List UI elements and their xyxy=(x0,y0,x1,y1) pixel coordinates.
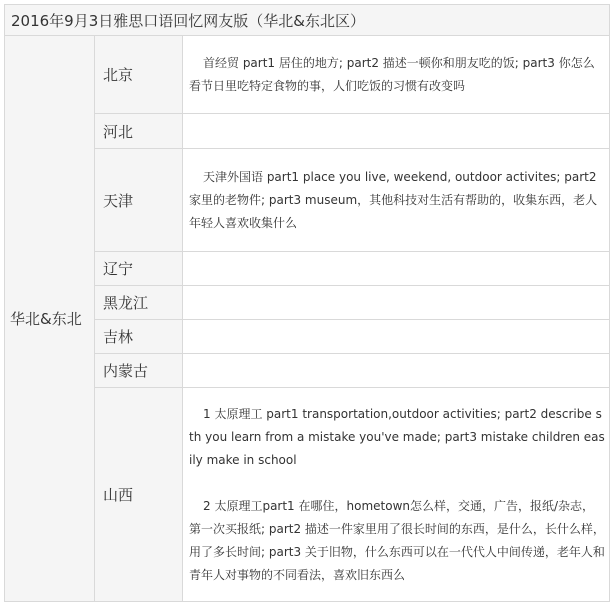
table-row xyxy=(5,149,610,252)
province-label: 天津 xyxy=(95,149,183,252)
notes-cell xyxy=(183,354,610,388)
title-row xyxy=(5,5,610,36)
notes-cell xyxy=(183,286,610,320)
notes-cell xyxy=(183,36,610,114)
table-row xyxy=(5,320,610,354)
region-label: 华北&东北 xyxy=(5,36,95,602)
notes-cell xyxy=(183,149,610,252)
province-label: 北京 xyxy=(95,36,183,114)
province-label: 黑龙江 xyxy=(95,286,183,320)
province-label: 吉林 xyxy=(95,320,183,354)
exam-table xyxy=(4,4,610,602)
province-label: 河北 xyxy=(95,114,183,149)
notes-text: 2 太原理工part1 在哪住，hometown怎么样，交通，广告，报纸/杂志，第一次买报纸; part2 描述一件家里用了很长时间的东西，是什么，长什么样，用了多长时间; part3 关于旧物，什么东西可以在一代代人中间传递，老年人和青年人对事物的不同看法，喜欢旧东西么 xyxy=(189,498,605,582)
notes-text: 1 太原理工 part1 transportation,outdoor activities; part2 describe sth you learn from a mistake you've made; part3 mistake children easily make in school xyxy=(189,406,605,467)
table-row xyxy=(5,252,610,286)
table-row xyxy=(5,286,610,320)
table-row xyxy=(5,354,610,388)
notes-text: 天津外国语 part1 place you live, weekend, outdoor activites; part2 家里的老物件; part3 museum，其他科技对生活有帮助的，收集东西，老人年轻人喜欢收集什么 xyxy=(189,169,598,230)
table-row xyxy=(5,388,610,602)
province-label: 内蒙古 xyxy=(95,354,183,388)
table-row xyxy=(5,36,610,114)
notes-text: 首经贸 part1 居住的地方; part2 描述一顿你和朋友吃的饭; part3 你怎么看节日里吃特定食物的事，人们吃饭的习惯有改变吗 xyxy=(189,55,595,93)
notes-cell xyxy=(183,388,610,602)
province-label: 辽宁 xyxy=(95,252,183,286)
table-row xyxy=(5,114,610,149)
notes-cell xyxy=(183,114,610,149)
notes-cell xyxy=(183,320,610,354)
table-title: 2016年9月3日雅思口语回忆网友版（华北&东北区） xyxy=(5,5,610,36)
province-label: 山西 xyxy=(95,388,183,602)
notes-cell xyxy=(183,252,610,286)
